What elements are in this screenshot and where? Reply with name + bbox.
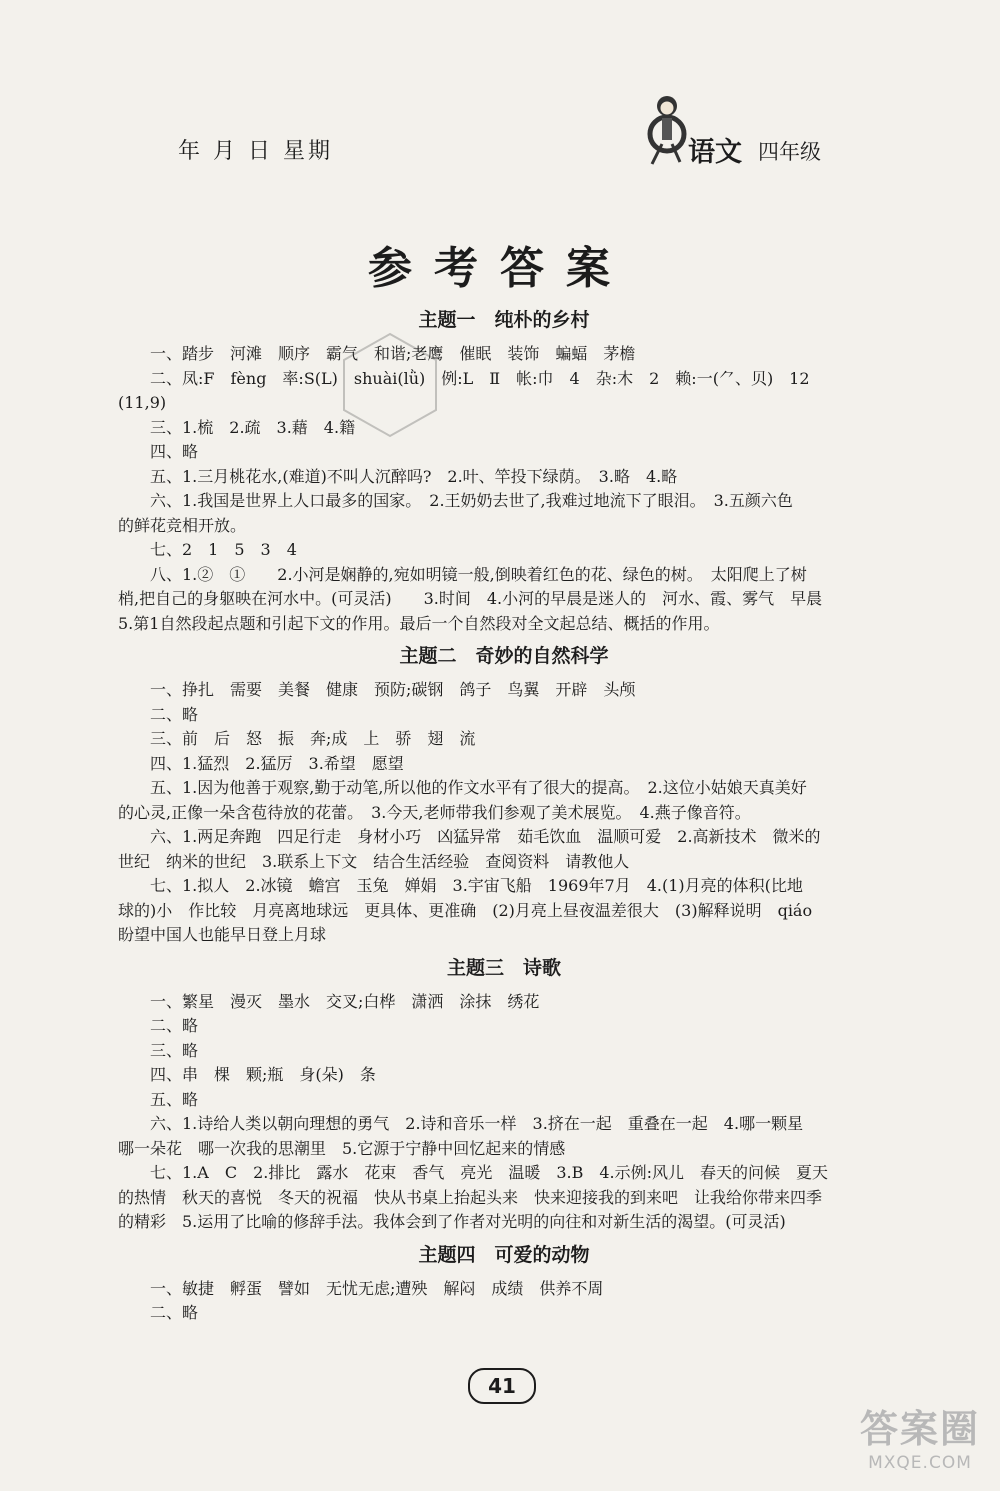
answer-line: 一、挣扎 需要 美餐 健康 预防;碳钢 鸽子 鸟翼 开辟 头颅: [150, 680, 636, 699]
mascot-icon: [642, 88, 692, 168]
answer-line: 四、串 棵 颗;瓶 身(朵) 条: [150, 1065, 376, 1084]
answer-line: 梢,把自己的身躯映在河水中。(可灵活) 3.时间 4.小河的早晨是迷人的 河水、霞、雾气 早晨: [118, 589, 823, 608]
answer-line: 五、1.因为他善于观察,勤于动笔,所以他的作文水平有了很大的提高。 2.这位小姑娘天真美好: [150, 778, 807, 797]
answer-line: 的鲜花竞相开放。: [118, 515, 247, 535]
section-title: 主题二 奇妙的自然科学: [399, 645, 609, 667]
answer-line: 六、1.诗给人类以朝向理想的勇气 2.诗和音乐一样 3.挤在一起 重叠在一起 4.哪一颗星: [150, 1114, 804, 1133]
answer-line: 球的)小 作比较 月亮离地球远 更具体、更准确 (2)月亮上昼夜温差很大 (3)解释说明 qiáo: [118, 900, 813, 920]
answer-line: 四、略: [150, 442, 199, 461]
watermark-main: 答案圈: [859, 1407, 980, 1451]
subject-label: 语文: [688, 137, 742, 168]
answer-line: 二、略: [150, 1016, 199, 1035]
grade-label: 四年级: [758, 140, 821, 164]
answer-line: 的精彩 5.运用了比喻的修辞手法。我体会到了作者对光明的向往和对新生活的渴望。(可灵活): [118, 1212, 786, 1231]
answer-line: 三、略: [150, 1040, 199, 1060]
date-label: 年 月 日 星期: [178, 139, 333, 164]
answer-line: 五、略: [150, 1089, 199, 1109]
answer-line: 二、凤:F fèng 率:S(L) shuài(lǜ) 例:L Ⅱ 帐:巾 4 杂:木 2 赖:一(⺈、贝) 12: [150, 368, 810, 388]
answer-line: 一、踏步 河滩 顺序 霸气 和谐;老鹰 催眠 装饰 蝙蝠 茅檐: [150, 344, 636, 363]
answer-line: 哪一朵花 哪一次我的思潮里 5.它源于宁静中回忆起来的情感: [118, 1138, 566, 1158]
page-number: 41: [468, 1368, 536, 1404]
answer-line: 七、1.拟人 2.冰镜 蟾宫 玉兔 婵娟 3.宇宙飞船 1969年7月 4.(1)月亮的体积(比地: [150, 876, 803, 895]
answer-line: 五、1.三月桃花水,(难道)不叫人沉醉吗? 2.叶、竿投下绿荫。 3.略 4.略: [150, 466, 678, 486]
answer-line: 盼望中国人也能早日登上月球: [118, 925, 327, 944]
section-title: 主题一 纯朴的乡村: [418, 309, 590, 331]
answer-line: 一、繁星 漫灭 墨水 交叉;白桦 潇洒 涂抹 绣花: [150, 991, 540, 1011]
answer-line: (11,9): [118, 393, 167, 412]
answer-line: 一、敏捷 孵蛋 譬如 无忧无虑;遭殃 解闷 成绩 供养不周: [150, 1278, 604, 1298]
section-title: 主题四 可爱的动物: [418, 1243, 590, 1266]
answer-line: 六、1.我国是世界上人口最多的国家。 2.王奶奶去世了,我难过地流下了眼泪。 3.五颜六色: [150, 491, 793, 510]
answer-line: 的心灵,正像一朵含苞待放的花蕾。 3.今天,老师带我们参观了美术展览。 4.燕子像音符。: [118, 802, 751, 822]
page-title: 参考答案: [368, 243, 632, 294]
answer-line: 世纪 纳米的世纪 3.联系上下文 结合生活经验 查阅资料 请教他人: [118, 851, 630, 871]
answer-line: 八、1.② ① 2.小河是娴静的,宛如明镜一般,倒映着红色的花、绿色的树。 太阳爬上了树: [150, 564, 807, 584]
watermark: [860, 1398, 980, 1473]
section-title: 主题三 诗歌: [446, 956, 561, 979]
answer-line: 七、1.A C 2.排比 露水 花束 香气 亮光 温暖 3.B 4.示例:风儿 春天的问候 夏天: [150, 1163, 829, 1182]
answer-line: 二、略: [150, 704, 199, 724]
watermark-sub: MXQE.COM: [868, 1453, 972, 1473]
answer-line: 三、1.梳 2.疏 3.藉 4.籍: [150, 417, 356, 437]
page-header: [0, 120, 1000, 180]
answer-line: 三、前 后 怒 振 奔;成 上 骄 翅 流: [150, 729, 476, 748]
answer-line: 六、1.两足奔跑 四足行走 身材小巧 凶猛异常 茹毛饮血 温顺可爱 2.高新技术 微米的: [150, 827, 821, 846]
answer-line: 5.第1自然段起点题和引起下文的作用。最后一个自然段对全文起总结、概括的作用。: [118, 613, 720, 633]
answer-line: 二、略: [150, 1303, 199, 1322]
answer-line: 七、2 1 5 3 4: [150, 540, 297, 559]
answer-line: 四、1.猛烈 2.猛厉 3.希望 愿望: [150, 753, 404, 773]
answer-line: 的热情 秋天的喜悦 冬天的祝福 快从书桌上抬起头来 快来迎接我的到来吧 让我给你带来四季: [118, 1187, 823, 1207]
answer-content: [118, 300, 890, 1326]
